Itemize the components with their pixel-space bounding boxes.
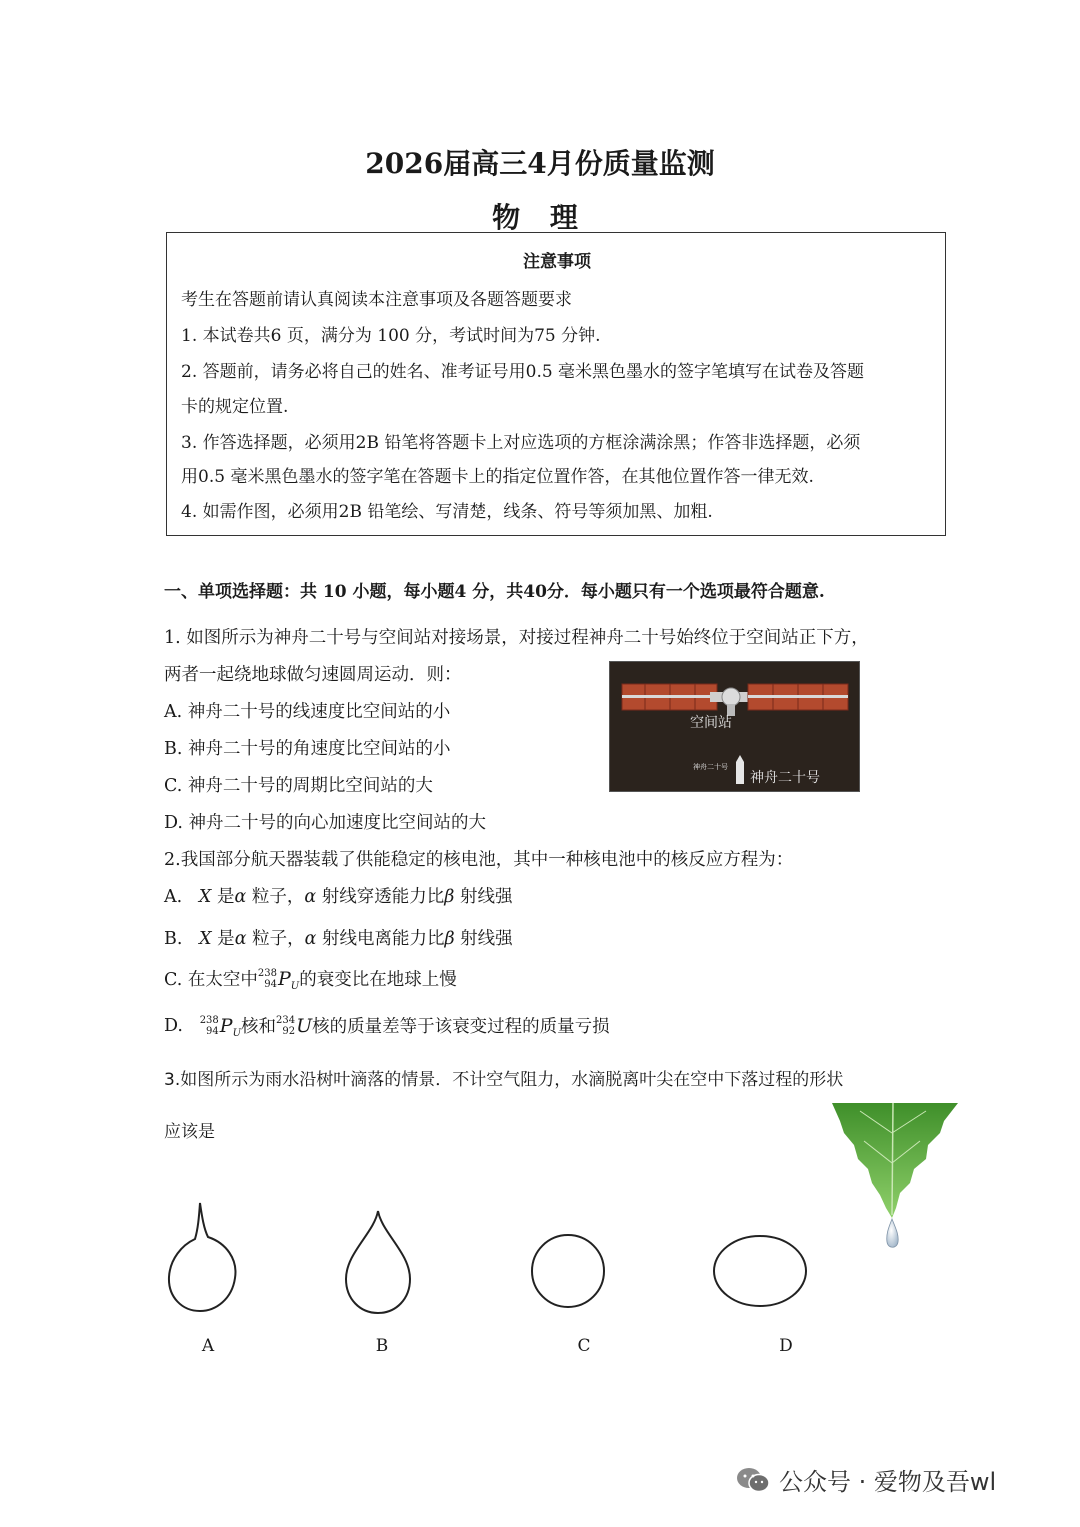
drop-label-a: A (201, 1336, 215, 1356)
option-prefix: C. 在太空中 (164, 970, 258, 990)
text: 射线电离能力比 (316, 929, 445, 949)
symbol-alpha: α (304, 887, 317, 907)
drop-shape-c (532, 1235, 604, 1307)
option-prefix: D. (164, 1015, 183, 1036)
symbol-x: X (199, 929, 212, 949)
q1-option-c: C. 神舟二十号的周期比空间站的大 (164, 776, 433, 796)
ship-small-label: 神舟二十号 (693, 763, 728, 771)
charge-number: 92 (282, 1025, 296, 1037)
station-label: 空间站 (690, 715, 732, 731)
element-symbol: P (219, 1014, 233, 1037)
exam-title: 2026届高三4月份质量监测 (365, 147, 715, 180)
notice-box (166, 232, 946, 536)
text: 核的质量差等于该衰变过程的质量亏损 (312, 1017, 610, 1037)
charge-number: 94 (264, 978, 277, 990)
text: 粒子， (246, 887, 305, 907)
drop-shape-options (160, 1195, 820, 1325)
text: 核和 (241, 1017, 277, 1037)
mass-number: 238 (257, 967, 277, 979)
text: 射线穿透能力比 (316, 887, 445, 907)
nuclide-pu (200, 1015, 241, 1037)
notice-item: 4. 如需作图，必须用2B 铅笔绘、写清楚，线条、符号等须加黑、加粗. (181, 502, 713, 522)
symbol-alpha: α (234, 929, 247, 949)
nuclide-pu (258, 968, 299, 990)
symbol-beta: β (444, 887, 455, 907)
question-1-stem-cont: 两者一起绕地球做匀速圆周运动．则： (164, 665, 462, 685)
q2-option-c (164, 966, 457, 991)
nuclide-u (276, 1015, 312, 1037)
notice-item: 卡的规定位置. (181, 397, 289, 417)
q1-option-d: D. 神舟二十号的向心加速度比空间站的大 (164, 813, 487, 833)
subject-title: 物 理 (492, 201, 588, 234)
symbol-beta: β (444, 929, 455, 949)
element-subscript: U (290, 980, 300, 992)
mass-number: 234 (276, 1014, 296, 1026)
mass-number: 238 (199, 1014, 219, 1026)
drop-shape-b (346, 1211, 410, 1313)
q1-option-b: B. 神舟二十号的角速度比空间站的小 (164, 739, 451, 759)
watermark-text: 公众号 · 爱物及吾wl (779, 1468, 997, 1496)
text: 是 (211, 887, 235, 907)
q1-option-a: A. 神舟二十号的线速度比空间站的小 (164, 702, 451, 722)
notice-item: 2. 答题前，请务必将自己的姓名、准考证号用0.5 毫米黑色墨水的签字笔填写在试卷及答题 (181, 362, 865, 382)
text: 射线强 (454, 929, 513, 949)
text: 粒子， (246, 929, 305, 949)
question-1-stem: 1. 如图所示为神舟二十号与空间站对接场景，对接过程神舟二十号始终位于空间站正下方， (164, 628, 869, 648)
text: 射线强 (454, 887, 513, 907)
space-station-image (609, 661, 860, 792)
ship-label: 神舟二十号 (750, 770, 820, 786)
notice-heading: 注意事项 (523, 252, 591, 272)
q2-option-d (164, 1013, 610, 1038)
question-2-stem: 2.我国部分航天器装载了供能稳定的核电池，其中一种核电池中的核反应方程为： (164, 850, 794, 870)
symbol-alpha: α (304, 929, 317, 949)
question-3-stem: 3.如图所示为雨水沿树叶滴落的情景．不计空气阻力，水滴脱离叶尖在空中下落过程的形状 (164, 1070, 844, 1090)
question-3-stem-cont: 应该是 (164, 1122, 215, 1142)
option-prefix: A. (164, 887, 183, 907)
q2-option-b (164, 925, 513, 950)
element-symbol: U (296, 1014, 313, 1037)
option-prefix: B. (164, 929, 183, 949)
charge-number: 94 (206, 1025, 219, 1037)
notice-item: 1. 本试卷共6 页，满分为 100 分，考试时间为75 分钟. (181, 326, 601, 346)
drop-label-b: B (375, 1336, 389, 1356)
drop-label-d: D (779, 1336, 793, 1356)
section-heading: 一、单项选择题：共 10 小题，每小题4 分，共40分．每小题只有一个选项最符合题意. (164, 582, 825, 602)
element-symbol: P (278, 967, 291, 990)
element-subscript: U (232, 1027, 242, 1039)
q2-option-a (164, 883, 512, 908)
notice-item: 3. 作答选择题，必须用2B 铅笔将答题卡上对应选项的方框涂满涂黑；作答非选择题，必须 (181, 433, 861, 453)
notice-item: 用0.5 毫米黑色墨水的签字笔在答题卡上的指定位置作答，在其他位置作答一律无效. (181, 467, 814, 487)
watermark (735, 1462, 996, 1497)
wechat-icon (735, 1466, 771, 1494)
drop-shape-a (169, 1203, 236, 1311)
drop-shape-d (714, 1236, 806, 1306)
drop-label-c: C (577, 1336, 591, 1356)
leaf-drop-image (830, 1103, 960, 1253)
symbol-x: X (198, 887, 212, 907)
space-station-illustration (610, 662, 860, 792)
symbol-alpha: α (234, 887, 247, 907)
notice-intro: 考生在答题前请认真阅读本注意事项及各题答题要求 (181, 290, 572, 310)
text: 是 (211, 929, 235, 949)
text: 的衰变比在地球上慢 (299, 970, 457, 990)
